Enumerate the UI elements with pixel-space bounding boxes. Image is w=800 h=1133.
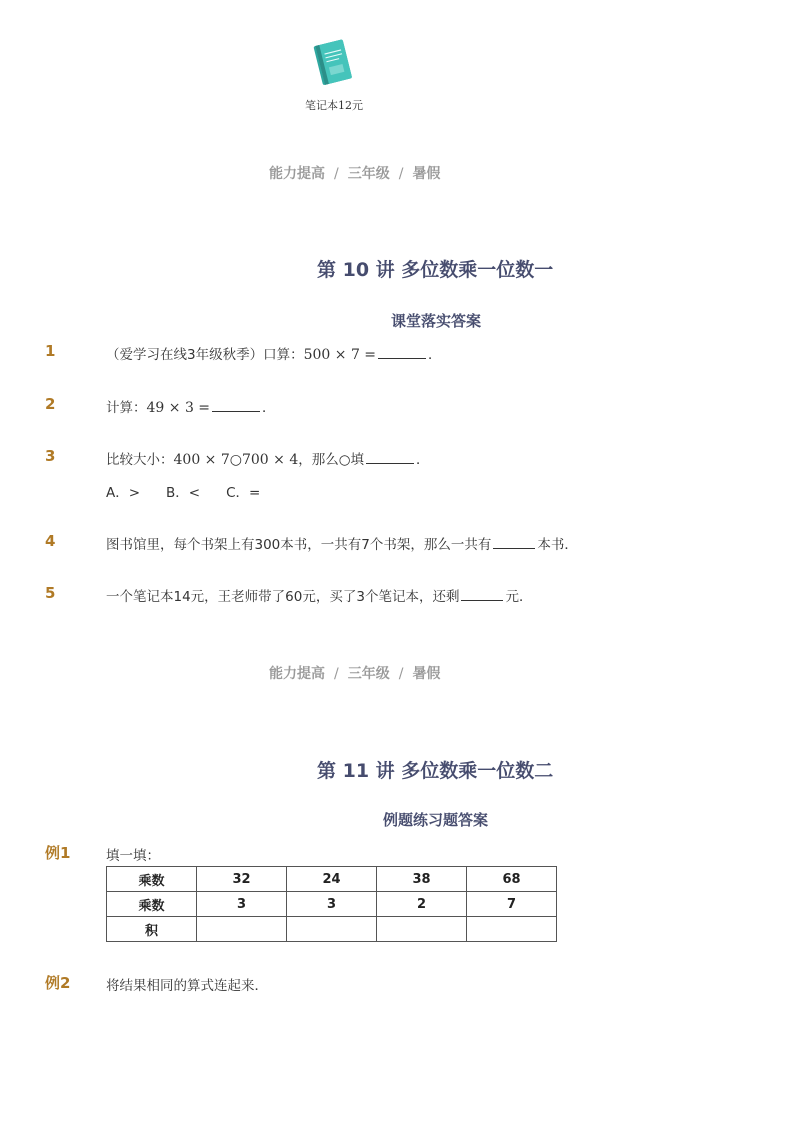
table-cell xyxy=(377,917,467,942)
breadcrumb-item: 暑假 xyxy=(412,666,441,682)
question-number: 3 xyxy=(45,447,56,465)
breadcrumb-item: 能力提高 xyxy=(269,666,325,682)
question-number: 2 xyxy=(45,395,56,413)
question-text: 比较大小：400 × 7○700 × 4，那么○填 ． xyxy=(106,452,430,468)
row-header: 乘数 xyxy=(107,867,197,892)
section-title: 例题练习题答案 xyxy=(383,811,489,829)
answer-blank xyxy=(366,451,414,464)
breadcrumb-item: 三年级 xyxy=(347,666,390,682)
table-cell xyxy=(197,917,287,942)
lecture-title: 第 10 讲 多位数乘一位数一 xyxy=(317,259,554,281)
answer-options xyxy=(106,481,286,501)
table-row xyxy=(107,892,557,917)
example-number: 例2 xyxy=(45,974,71,992)
question-number: 1 xyxy=(45,342,56,360)
question-number: 5 xyxy=(45,584,56,602)
table-cell: 38 xyxy=(377,867,467,892)
example-text: 将结果相同的算式连起来． xyxy=(106,978,268,994)
row-header: 乘数 xyxy=(107,892,197,917)
table-cell: 32 xyxy=(197,867,287,892)
math-expression: 500 × 7 = xyxy=(303,347,377,363)
breadcrumb-item: 能力提高 xyxy=(269,166,325,182)
table-cell: 68 xyxy=(467,867,557,892)
table-cell xyxy=(287,917,377,942)
notebook-icon xyxy=(306,38,362,88)
answer-blank xyxy=(212,399,260,412)
table-row xyxy=(107,867,557,892)
answer-blank xyxy=(461,588,503,601)
question-text: 计算：49 × 3 = ． xyxy=(106,400,276,416)
notebook-image xyxy=(306,38,362,88)
table-cell: 3 xyxy=(197,892,287,917)
table-cell: 2 xyxy=(377,892,467,917)
question-text: 图书馆里，每个书架上有300本书，一共有7个书架，那么一共有 本书． xyxy=(106,537,578,553)
math-expression: 49 × 3 = xyxy=(146,400,211,416)
table-cell xyxy=(467,917,557,942)
answer-blank xyxy=(378,346,426,359)
breadcrumb: 能力提高 / 三年级 / 暑假 xyxy=(269,666,441,682)
example-text: 填一填： xyxy=(106,848,160,864)
breadcrumb: 能力提高 / 三年级 / 暑假 xyxy=(269,166,441,182)
math-expression: 400 × 7○700 × 4 xyxy=(173,452,299,468)
multiplication-table xyxy=(106,866,557,942)
example-number: 例1 xyxy=(45,844,71,862)
table-cell: 3 xyxy=(287,892,377,917)
table-cell: 7 xyxy=(467,892,557,917)
question-number: 4 xyxy=(45,532,56,550)
lecture-title: 第 11 讲 多位数乘一位数二 xyxy=(317,760,554,782)
question-text: 一个笔记本14元，王老师带了60元，买了3个笔记本，还剩 元． xyxy=(106,589,533,605)
question-text: （爱学习在线3年级秋季）口算：500 × 7 = ． xyxy=(106,347,442,363)
option-c: C．= xyxy=(226,485,261,501)
option-b: B．< xyxy=(166,485,201,501)
table-cell: 24 xyxy=(287,867,377,892)
notebook-caption: 笔记本12元 xyxy=(305,99,363,112)
row-header: 积 xyxy=(107,917,197,942)
answer-blank xyxy=(493,536,535,549)
breadcrumb-item: 暑假 xyxy=(412,166,441,182)
table-row xyxy=(107,917,557,942)
option-a: A．> xyxy=(106,485,141,501)
breadcrumb-item: 三年级 xyxy=(347,166,390,182)
section-title: 课堂落实答案 xyxy=(391,312,482,330)
